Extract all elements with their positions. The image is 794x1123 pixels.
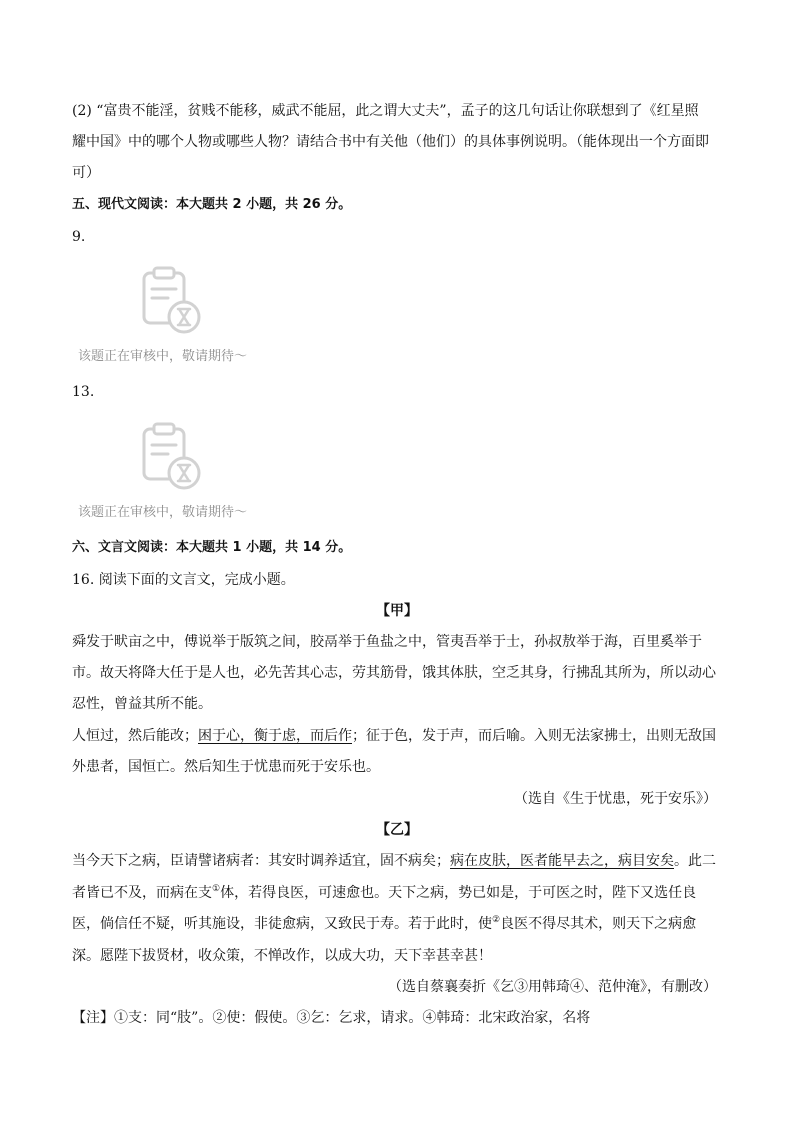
- q8-2-line-3: 可）: [72, 165, 100, 181]
- passage-yi-line-3: [72, 914, 722, 934]
- q8-2-line-2: 耀中国》中的哪个人物或哪些人物？请结合书中有关他（他们）的具体事例说明。（能体现出一个方面即: [72, 134, 709, 150]
- question-number-9: 9.: [72, 229, 86, 245]
- passage-jia-line-2: 市。故天将降大任于是人也，必先苦其心志，劳其筋骨，饿其体肤，空乏其身，行拂乱其所为，所以动心: [72, 665, 716, 681]
- text-span: 当今天下之病，臣请譬诸病者：其安时调养适宜，固不病矣；: [72, 853, 450, 869]
- passage-jia-line-1: 舜发于畎亩之中，傅说举于版筑之间，胶鬲举于鱼盐之中，管夷吾举于士，孙叔敖举于海，百里奚举于: [72, 634, 702, 650]
- section-heading-modern-reading: 五、现代文阅读：本大题共 2 小题，共 26 分。: [72, 197, 352, 212]
- text-span: 良医不得尽其术，则天下之病愈: [500, 916, 697, 932]
- footnote-marker: ①: [212, 884, 221, 894]
- passage-jia-line-5: 外患者，国恒亡。然后知生于忧患而死于安乐也。: [72, 759, 380, 775]
- pending-review-q9: [78, 265, 298, 375]
- clipboard-hourglass-icon: [136, 265, 208, 337]
- pending-review-text: 该题正在审核中，敬请期待～: [78, 349, 248, 364]
- text-span: 人恒过，然后能改；: [72, 728, 198, 744]
- text-span: ；征于色，发于声，而后喻。入则无法家拂士，出则无敌国: [352, 728, 716, 744]
- footnote-marker: ②: [492, 915, 501, 925]
- passage-jia-title: 【甲】: [376, 603, 418, 619]
- pending-review-q13: [78, 421, 298, 531]
- text-span: 体，若得良医，可速愈也。天下之病，势已如是，于可医之时，陛下又选任良: [220, 885, 697, 901]
- question-number-13: 13.: [72, 384, 95, 400]
- footnotes: 【注】①支：同“肢”。②使：假使。③乞：乞求，请求。④韩琦：北宋政治家，名将: [72, 1010, 591, 1026]
- text-span: 。此二: [674, 853, 716, 869]
- passage-yi-line-2: [72, 883, 722, 903]
- passage-jia-source: （选自《生于忧患，死于安乐》）: [514, 791, 717, 807]
- passage-jia-line-3: 忍性，曾益其所不能。: [72, 696, 212, 712]
- passage-jia-line-4: [72, 726, 722, 746]
- passage-yi-line-1: [72, 851, 722, 871]
- passage-yi-source: （选自蔡襄奏折《乞③用韩琦④、范仲淹》，有删改）: [388, 979, 717, 995]
- underlined-sentence: 病在皮肤，医者能早去之，病目安矣: [450, 853, 674, 869]
- section-heading-classical-reading: 六、文言文阅读：本大题共 1 小题，共 14 分。: [72, 540, 352, 555]
- pending-review-text: 该题正在审核中，敬请期待～: [78, 505, 248, 520]
- underlined-sentence: 困于心，衡于虑，而后作: [198, 728, 352, 744]
- question-16-intro: 16. 阅读下面的文言文，完成小题。: [72, 572, 295, 588]
- passage-yi-title: 【乙】: [376, 822, 418, 838]
- text-span: 医，倘信任不疑，听其施设，非徒愈病，又致民于寿。若于此时，使: [72, 916, 492, 932]
- passage-yi-line-4: 深。愿陛下拔贤材，收众策，不惮改作，以成大功，天下幸甚幸甚！: [72, 948, 492, 964]
- q8-2-line-1: (2) “富贵不能淫，贫贱不能移，威武不能屈，此之谓大丈夫”，孟子的这几句话让你联想到了《红星照: [72, 103, 699, 119]
- text-span: 者皆已不及，而病在支: [72, 885, 212, 901]
- clipboard-hourglass-icon: [136, 421, 208, 493]
